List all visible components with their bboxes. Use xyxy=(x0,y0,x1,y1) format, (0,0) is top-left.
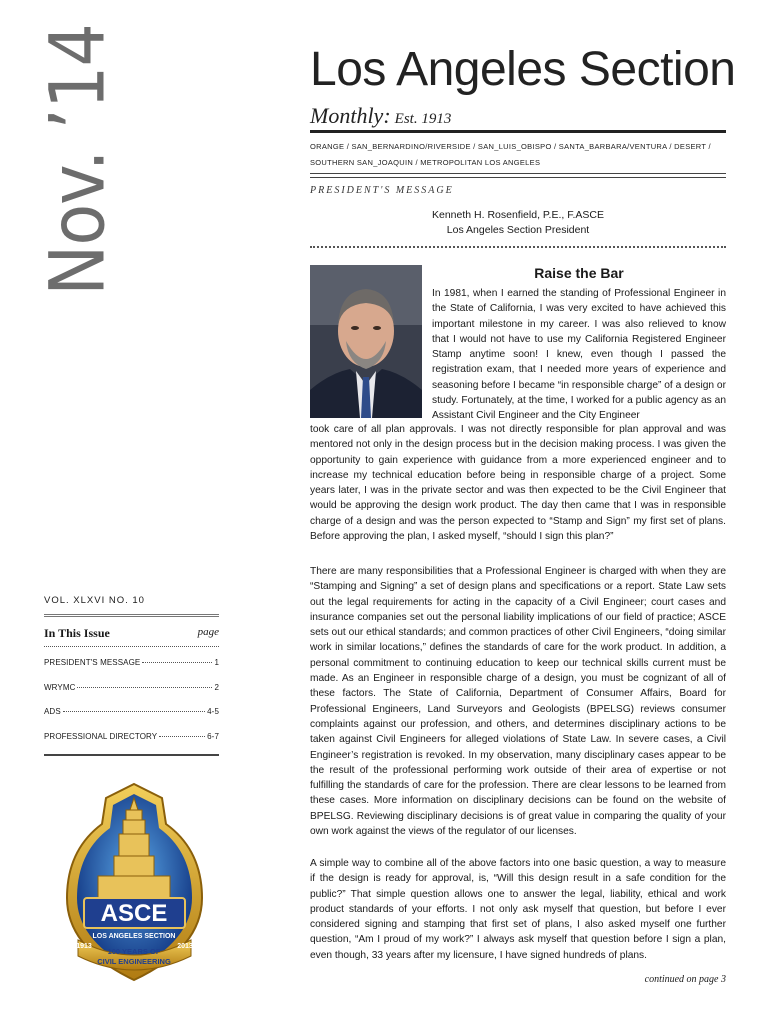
masthead-subtitle xyxy=(310,103,451,129)
toc-item-title: PRESIDENT'S MESSAGE xyxy=(44,658,141,667)
paragraph-text: There are many responsibilities that a Professional Engineer is charged with when they are “Stamping and Signing” a set of design plans and specifications or a report. State Law sets out the legal requirements for acting in the capacity of a Civil Engineer; court cases and insurance companies set out the personal liability implications of our field of practice; ASCE sets out our ethical standards; and common practices of other Civil Engineers, “doing similar work in similar locations,” defines the standards of care for the work product. In addition, a personal commitment to continuing education to keep our technical skills current must be made. As an Engineer in responsible charge of a design, you must be cognizant of all of these factors. The State of California, Department of Consumer Affairs, Board for Professional Engineers, Land Surveyors and Geologists (BPELSG) reviews consumer complaints against our profession, and others, and determines disciplinary actions to be taken against Civil Engineers for alleged violations of State Law. In severe cases, a Civil Engineer’s registration is revoked. In my observation, many disciplinary cases appear to be the result of the professional performing work outside of their area of expertise or not fulfilling the standards of care for the profession. There are clear lessons to be learned from these cases. More information on disciplinary decisions can be found on the website of BPELSG. Reviewing disciplinary decisions is of great value in comparing the quality of your own work against the views of the regulator of our licenses. xyxy=(310,566,726,838)
badge-anniversary: 100 YEARS OF xyxy=(107,947,161,956)
toc-item-page: 6-7 xyxy=(207,731,219,741)
portrait-illustration xyxy=(310,265,422,418)
paragraph-text: took care of all plan approvals. I was not directly responsible for plan approval and was mentored not only in the design process but in the decision making process. I was given the opportunity to gain experience with guidance from a more experienced engineer and to increase my technical education before being in responsible charge of a project. Some years later, I was in the private sector and was then expected to be the Civil Engineer that would be approving the design work product. The day then came that I was in responsible charge of a design and was the person expected to “Stamp and Sign” my first set of plans. Before approving the plan, I asked myself, “should I sign this plan?” xyxy=(310,424,726,543)
article-paragraph-3 xyxy=(310,856,726,963)
regions-list: ORANGE / SAN_BERNARDINO/RIVERSIDE / SAN_LUIS_OBISPO / SANTA_BARBARA/VENTURA / DESERT / SOUTHERN SAN_JOAQUIN / METROPOLITAN LOS ANGELES xyxy=(310,142,711,167)
toc-item-ads[interactable] xyxy=(44,707,219,732)
author-name: Kenneth H. Rosenfield, P.E., F.ASCE xyxy=(432,209,604,221)
page-title: Los Angeles Section xyxy=(310,43,736,96)
badge-year-start: 1913 xyxy=(76,943,92,950)
volume-label: VOL. XLXVI NO. 10 xyxy=(44,595,145,606)
toc-item-title: ADS xyxy=(44,707,61,716)
toc-item-page: 4-5 xyxy=(207,707,219,716)
toc-item-professional-directory[interactable] xyxy=(44,732,219,757)
paragraph-text: In 1981, when I earned the standing of Professional Engineer in the State of California, I was very excited to have achieved this important milestone in my career. I was also relieved to know that I would not have to use my California Registered Engineer Stamp anytime soon! I knew, even though I passed the registration exam, that I needed more years of experience and seasoning before I became “in responsible charge” of a design or study. Fortunately, at the time, I worked for a public agency as an Assistant Civil Engineer and the City Engineer xyxy=(432,288,726,422)
badge-field: CIVIL ENGINEERING xyxy=(97,957,171,966)
author-photo xyxy=(310,265,422,418)
sidebar-bottom-rule xyxy=(44,754,219,756)
monthly-label: Monthly: xyxy=(310,103,391,128)
author-block xyxy=(310,208,726,238)
toc-leader xyxy=(142,662,212,663)
article-paragraph-1a xyxy=(432,286,726,424)
badge-org: ASCE xyxy=(100,900,168,927)
article-paragraph-1b xyxy=(310,422,726,544)
badge-section: LOS ANGELES SECTION xyxy=(92,933,176,940)
asce-centennial-badge xyxy=(62,780,207,985)
article-paragraph-2 xyxy=(310,564,726,839)
toc-item-title: WRYMC xyxy=(44,682,76,692)
toc-item-wrymc[interactable] xyxy=(44,683,219,708)
in-this-issue-header xyxy=(44,626,219,641)
sidebar-dotted-divider xyxy=(44,646,219,647)
paragraph-text: A simple way to combine all of the above factors into one basic question, a way to measure if the design is ready for approval, is, “Will this design result in a safe condition for the public?” That simple question allows one to answer the legal, liability, ethical and work product standards of your efforts. I not only ask myself that question, but before I ever considered signing and stamping that first set of plans, I also asked myself one further question, “Am I proud of my work?” I always ask myself that question before I sign a plan, even though, 33 years after my licensure, I have signed hundreds of plans. xyxy=(310,858,726,961)
masthead-rule xyxy=(310,130,726,133)
table-of-contents xyxy=(44,658,219,756)
toc-item-presidents-message[interactable] xyxy=(44,658,219,683)
dotted-divider xyxy=(310,246,726,248)
header-divider xyxy=(310,173,726,178)
in-this-issue-title: In This Issue xyxy=(44,626,110,640)
badge-year-end: 2013 xyxy=(177,943,193,950)
page-column-label: page xyxy=(197,626,219,638)
article-title: Raise the Bar xyxy=(534,265,624,281)
toc-leader xyxy=(159,736,205,737)
issue-date-text: Nov. ’14 xyxy=(32,24,122,296)
issue-date xyxy=(22,24,132,296)
section-label: PRESIDENT'S MESSAGE xyxy=(310,185,454,196)
toc-item-page: 1 xyxy=(214,658,219,667)
badge-graphic xyxy=(62,780,207,985)
author-role: Los Angeles Section President xyxy=(446,224,590,236)
established-label: Est. 1913 xyxy=(394,111,452,127)
toc-item-title: PROFESSIONAL DIRECTORY xyxy=(44,731,158,741)
continued-link[interactable]: continued on page 3 xyxy=(644,974,726,985)
sidebar-divider xyxy=(44,614,219,617)
toc-leader xyxy=(77,687,212,688)
toc-item-page: 2 xyxy=(214,682,219,692)
toc-leader xyxy=(63,711,205,712)
